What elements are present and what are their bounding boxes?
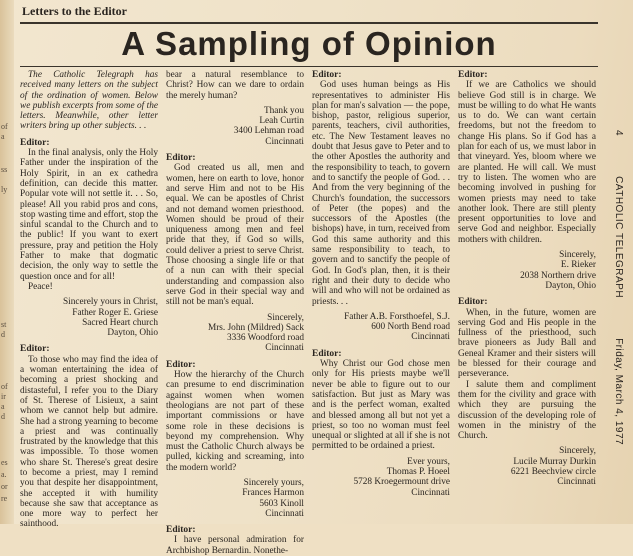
edge-fragment: of — [1, 382, 8, 391]
letter-body: I salute them and compliment them for the civility and grace with which they are pursuing the discussion of the developing role of women in the ministry of the Church. — [458, 379, 596, 442]
letter-heading: Editor: — [312, 70, 342, 80]
edge-fragment: d — [1, 412, 5, 421]
letter-heading: Editor: — [458, 297, 488, 308]
adjacent-column-edge — [0, 0, 14, 524]
letter-signature: Dayton, Ohio — [107, 328, 158, 339]
letters-column-4 — [458, 70, 596, 488]
letters-column-1 — [20, 70, 158, 530]
intro-note: The Catholic Telegraph has received many letters on the subject of the ordination of women. Below we publish excerpts from some of the letters. Meanwhile, other letter writers bring up other subjects. . . — [20, 70, 158, 132]
letter-signature: Father Roger E. Griese — [72, 307, 158, 318]
edge-fragment: a — [1, 402, 5, 411]
letter-signature: 6221 Beechview circle — [510, 466, 596, 477]
letter-body: If we are Catholics we should believe God still is in charge. We must be willing to do what He wants us to do. We can want certain freedoms, but not the freedom to change His plans. So if God has a plan for each of us, we must labor in that vineyard. Yes, bloom where we are planted. He will call. We must try to listen. The women who are becoming involved in pushing for women priests may need to take another look. There are still plenty present opportunities to love and serve God and neighbor. Especially mothers with children. — [458, 80, 596, 245]
headline-rule — [20, 66, 598, 67]
edge-fragment: ss — [1, 165, 8, 174]
letter-body: In the final analysis, only the Holy Father under the inspiration of the Holy Spirit, in an ex cathedra definition, can decide this matter. Popular vote will not settle it. . . So, please! All you rabid pros and cons, stop wasting time and effort, stop the sinful scandal to the Church and to the public! If you want to exert pressure, pray and petition the Holy Father to make that dogmatic decision, the only way to settle the question once and for all! — [20, 148, 158, 282]
letter-heading: Editor: — [20, 344, 50, 355]
edge-fragment: a — [1, 132, 5, 141]
letters-column-3 — [312, 70, 450, 498]
letter-closing: Peace! — [28, 281, 53, 292]
letter-signature: Cincinnati — [557, 477, 596, 488]
letter-signature: Father A.B. Forsthoefel, S.J. — [344, 311, 450, 322]
letter-signature: Thank you — [263, 105, 304, 116]
letter-signature: 3400 Lehman road — [233, 126, 304, 137]
letter-signature: Lucile Murray Durkin — [513, 456, 596, 467]
letter-signature: Dayton, Ohio — [545, 280, 596, 291]
edge-fragment: ir — [1, 392, 6, 401]
letter-signature: Mrs. John (Mildred) Sack — [207, 322, 304, 333]
letter-heading: Editor: — [458, 70, 488, 80]
letter-signature: Cincinnati — [265, 343, 304, 354]
letter-signature: Sincerely, — [559, 446, 596, 457]
letter-heading: Editor: — [312, 348, 342, 359]
letter-signature: Sincerely, — [559, 250, 596, 261]
letter-signature: Cincinnati — [411, 332, 450, 343]
folio-date: Friday, March 4, 1977 — [613, 338, 624, 446]
letter-heading: Editor: — [166, 153, 196, 164]
letter-body: I have personal admiration for Archbishop Bernardin. Nonethe- — [166, 535, 304, 556]
edge-fragment: st — [1, 320, 7, 329]
letter-signature: Sacred Heart church — [82, 317, 158, 328]
letter-signature: E. Rieker — [560, 260, 596, 271]
letter-body: God uses human beings as His representatives to administer His plan for man's salvation — the pope, bishop, pastor, religious superior, parents, teachers, civil authorities, etc. The New Testament leaves no doubt that Jesus gave to Peter and to the other Apostles the authority and the responsibility to teach, to govern and to sanctify the people of God. . . And from the very beginning of the Church's foundation, the successors of Peter (the popes) and the successors of the Apostles (the bishops) have, in turn, received from God this same authority and this same responsibility to teach, to govern and to sanctify the people of God. In God's plan, then, it is their right and their duty to decide who will and who will not be ordained as priests. . . — [312, 80, 450, 307]
letter-signature: Sincerely yours, — [243, 477, 304, 488]
letter-heading: Editor: — [166, 359, 196, 370]
letter-signature: Frances Harmon — [242, 488, 304, 499]
letter-signature: Sincerely yours in Christ, — [62, 297, 158, 308]
letter-signature: Ever yours, — [407, 456, 450, 467]
edge-fragment: re — [1, 494, 8, 503]
section-kicker: Letters to the Editor — [22, 4, 127, 18]
letter-signature: Cincinnati — [411, 487, 450, 498]
letter-heading: Editor: — [166, 525, 196, 536]
letter-body: When, in the future, women are serving God and His people in the fullness of the priesthood, such brave pioneers as Judy Ball and Geneal Kramer and their sisters will be blessed for their courage and perseverance. — [458, 307, 596, 380]
letter-body: God created us all, men and women, here on earth to love, honor and serve Him and not to be His equal. We can be apostles of Christ and not demand women priesthood. Women should be proud of their uniqueness among men and feel pride that they, if God so wills, could deliver a priest to serve Christ. Those choosing a single life or that of a nun can with their special understanding and compassion also serve God in their special way and still not be man's equal. — [166, 163, 304, 308]
headline: A Sampling of Opinion — [121, 25, 497, 62]
letter-signature: 5728 Kroegermount drive — [353, 477, 450, 488]
folio-page-number: 4 — [613, 130, 624, 137]
letter-signature: Sincerely, — [267, 312, 304, 323]
edge-fragment: a. — [1, 470, 7, 479]
letter-signature: Cincinnati — [265, 136, 304, 147]
letter-signature: 2038 Northern drive — [520, 270, 596, 281]
letters-column-2 — [166, 70, 304, 556]
letter-signature: 600 North Bend road — [371, 322, 450, 333]
edge-fragment: d — [1, 330, 5, 339]
folio-paper-name: CATHOLIC TELEGRAPH — [613, 176, 624, 299]
edge-fragment: of — [1, 122, 8, 131]
letter-signature: 5603 Kinoll — [259, 498, 304, 509]
letter-body-continued: bear a natural resemblance to Christ? How can we dare to ordain the merely human? — [166, 70, 304, 101]
letter-body: How the hierarchy of the Church can presume to end discrimination against women when women theologians are not part of these important commissions or have some role in these decisions is beyond my comprehension. Why must the Catholic Church always be pulled, kicking and screaming, into the modern world? — [166, 370, 304, 473]
letter-body: To those who may find the idea of a woman entertaining the idea of becoming a priest shocking and distasteful, I refer you to the Diary of St. Therese of Lisieux, a saint whom we cannot help but admire. She had a strong yearning to become a priest and was continually frustrated by the knowledge that this was impossible. To those women who share St. Therese's great desire to become a priest, may I remind you that despite her disappointment, she accepted it with humility because she saw that acceptance as one more way to perfect her sainthood. — [20, 354, 158, 530]
edge-fragment: es — [1, 458, 8, 467]
page-folio — [600, 130, 630, 446]
edge-fragment: or — [1, 482, 8, 491]
letter-body: Why Christ our God chose men only for His priests maybe we'll never be able to figure out to our satisfaction. But just as Mary was and is the perfect woman, exalted and blessed among all but not yet a priest, so too no woman must feel unequal or slighted at all if she is not permitted to be ordained a priest. — [312, 359, 450, 452]
edge-fragment: ly — [1, 185, 8, 194]
letter-signature: Thomas P. Hoeel — [386, 466, 450, 477]
letter-signature: 3336 Woodford road — [226, 333, 304, 344]
letter-signature: Leah Curtin — [259, 116, 304, 127]
letter-signature: Cincinnati — [265, 508, 304, 519]
letter-heading: Editor: — [20, 137, 50, 148]
